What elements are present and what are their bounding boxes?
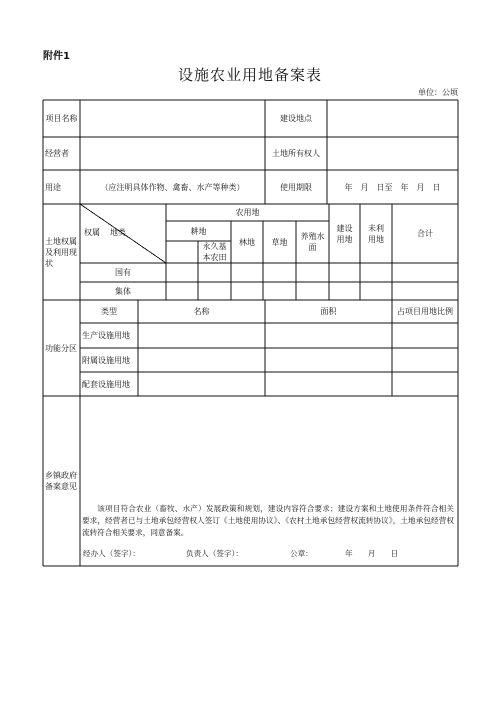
seal-label: 公章： bbox=[290, 549, 313, 558]
diag-owner-label: 权属 bbox=[84, 228, 100, 237]
diag-type-label: 地类 bbox=[110, 228, 126, 237]
zones-ratio-header: 占项目用地比例 bbox=[397, 307, 453, 316]
ownership-section-label: 土地权属及利用现状 bbox=[45, 236, 77, 268]
permanent-basic-header: 永久基本农田 bbox=[202, 242, 227, 262]
agri-land-header: 农用地 bbox=[235, 208, 260, 217]
zones-name-header: 名称 bbox=[193, 307, 210, 316]
unit-label: 单位：公顷 bbox=[418, 88, 458, 97]
land-owner-label: 土地所有权人 bbox=[272, 149, 320, 158]
zones-type-header: 类型 bbox=[101, 307, 117, 316]
period-label: 使用期限 bbox=[280, 182, 312, 192]
zones-section-label: 功能分区 bbox=[45, 343, 77, 353]
usage-label: 用途 bbox=[45, 182, 61, 192]
page-title: 设施农业用地备案表 bbox=[177, 66, 322, 84]
forest-header: 林地 bbox=[239, 237, 255, 247]
leader-signature-label: 负责人（签字）： bbox=[186, 549, 243, 558]
opinion-section-label: 乡镇政府备案意见 bbox=[45, 471, 77, 491]
operator-field[interactable] bbox=[81, 138, 264, 169]
production-facility-label: 生产设施用地 bbox=[82, 331, 130, 340]
date-label: 年 月 日 bbox=[345, 549, 399, 558]
period-field[interactable]: 年 月 日至 年 月 日 bbox=[344, 182, 441, 192]
operator-label: 经营者 bbox=[45, 149, 69, 158]
zones-area-header: 面积 bbox=[320, 307, 337, 316]
unused-header: 未利用地 bbox=[368, 223, 384, 244]
handler-signature-label: 经办人（签字）： bbox=[83, 549, 140, 558]
grass-header: 草地 bbox=[271, 237, 288, 247]
construction-header: 建设用地 bbox=[336, 223, 353, 244]
state-owned-label: 国有 bbox=[115, 268, 131, 277]
aquaculture-header: 养殖水面 bbox=[300, 232, 325, 252]
project-name-label: 项目名称 bbox=[45, 114, 78, 123]
supporting-facility-label: 配套设施用地 bbox=[82, 379, 130, 389]
land-owner-field[interactable] bbox=[328, 138, 457, 169]
project-name-field[interactable] bbox=[81, 101, 264, 136]
arable-header: 耕地 bbox=[190, 226, 207, 236]
location-label: 建设地点 bbox=[280, 114, 312, 123]
opinion-text: 该项目符合农业（畜牧、水产）发展政策和规划，建设内容符合要求；建设方案和土地使用条件符合相关要求，经营者已与土地承包经营权人签订《土地使用协议》、《农村土地承包经营权流转协议》，土地承包经营权流转符合相关要求，同意备案。 bbox=[82, 504, 454, 537]
total-header: 合计 bbox=[417, 229, 433, 238]
location-field[interactable] bbox=[328, 101, 457, 136]
usage-field[interactable]: （应注明具体作物、禽畜、水产等种类） bbox=[100, 182, 245, 192]
collective-label: 集体 bbox=[115, 286, 131, 296]
ancillary-facility-label: 附属设施用地 bbox=[82, 355, 130, 365]
attachment-label: 附件1 bbox=[43, 51, 70, 62]
